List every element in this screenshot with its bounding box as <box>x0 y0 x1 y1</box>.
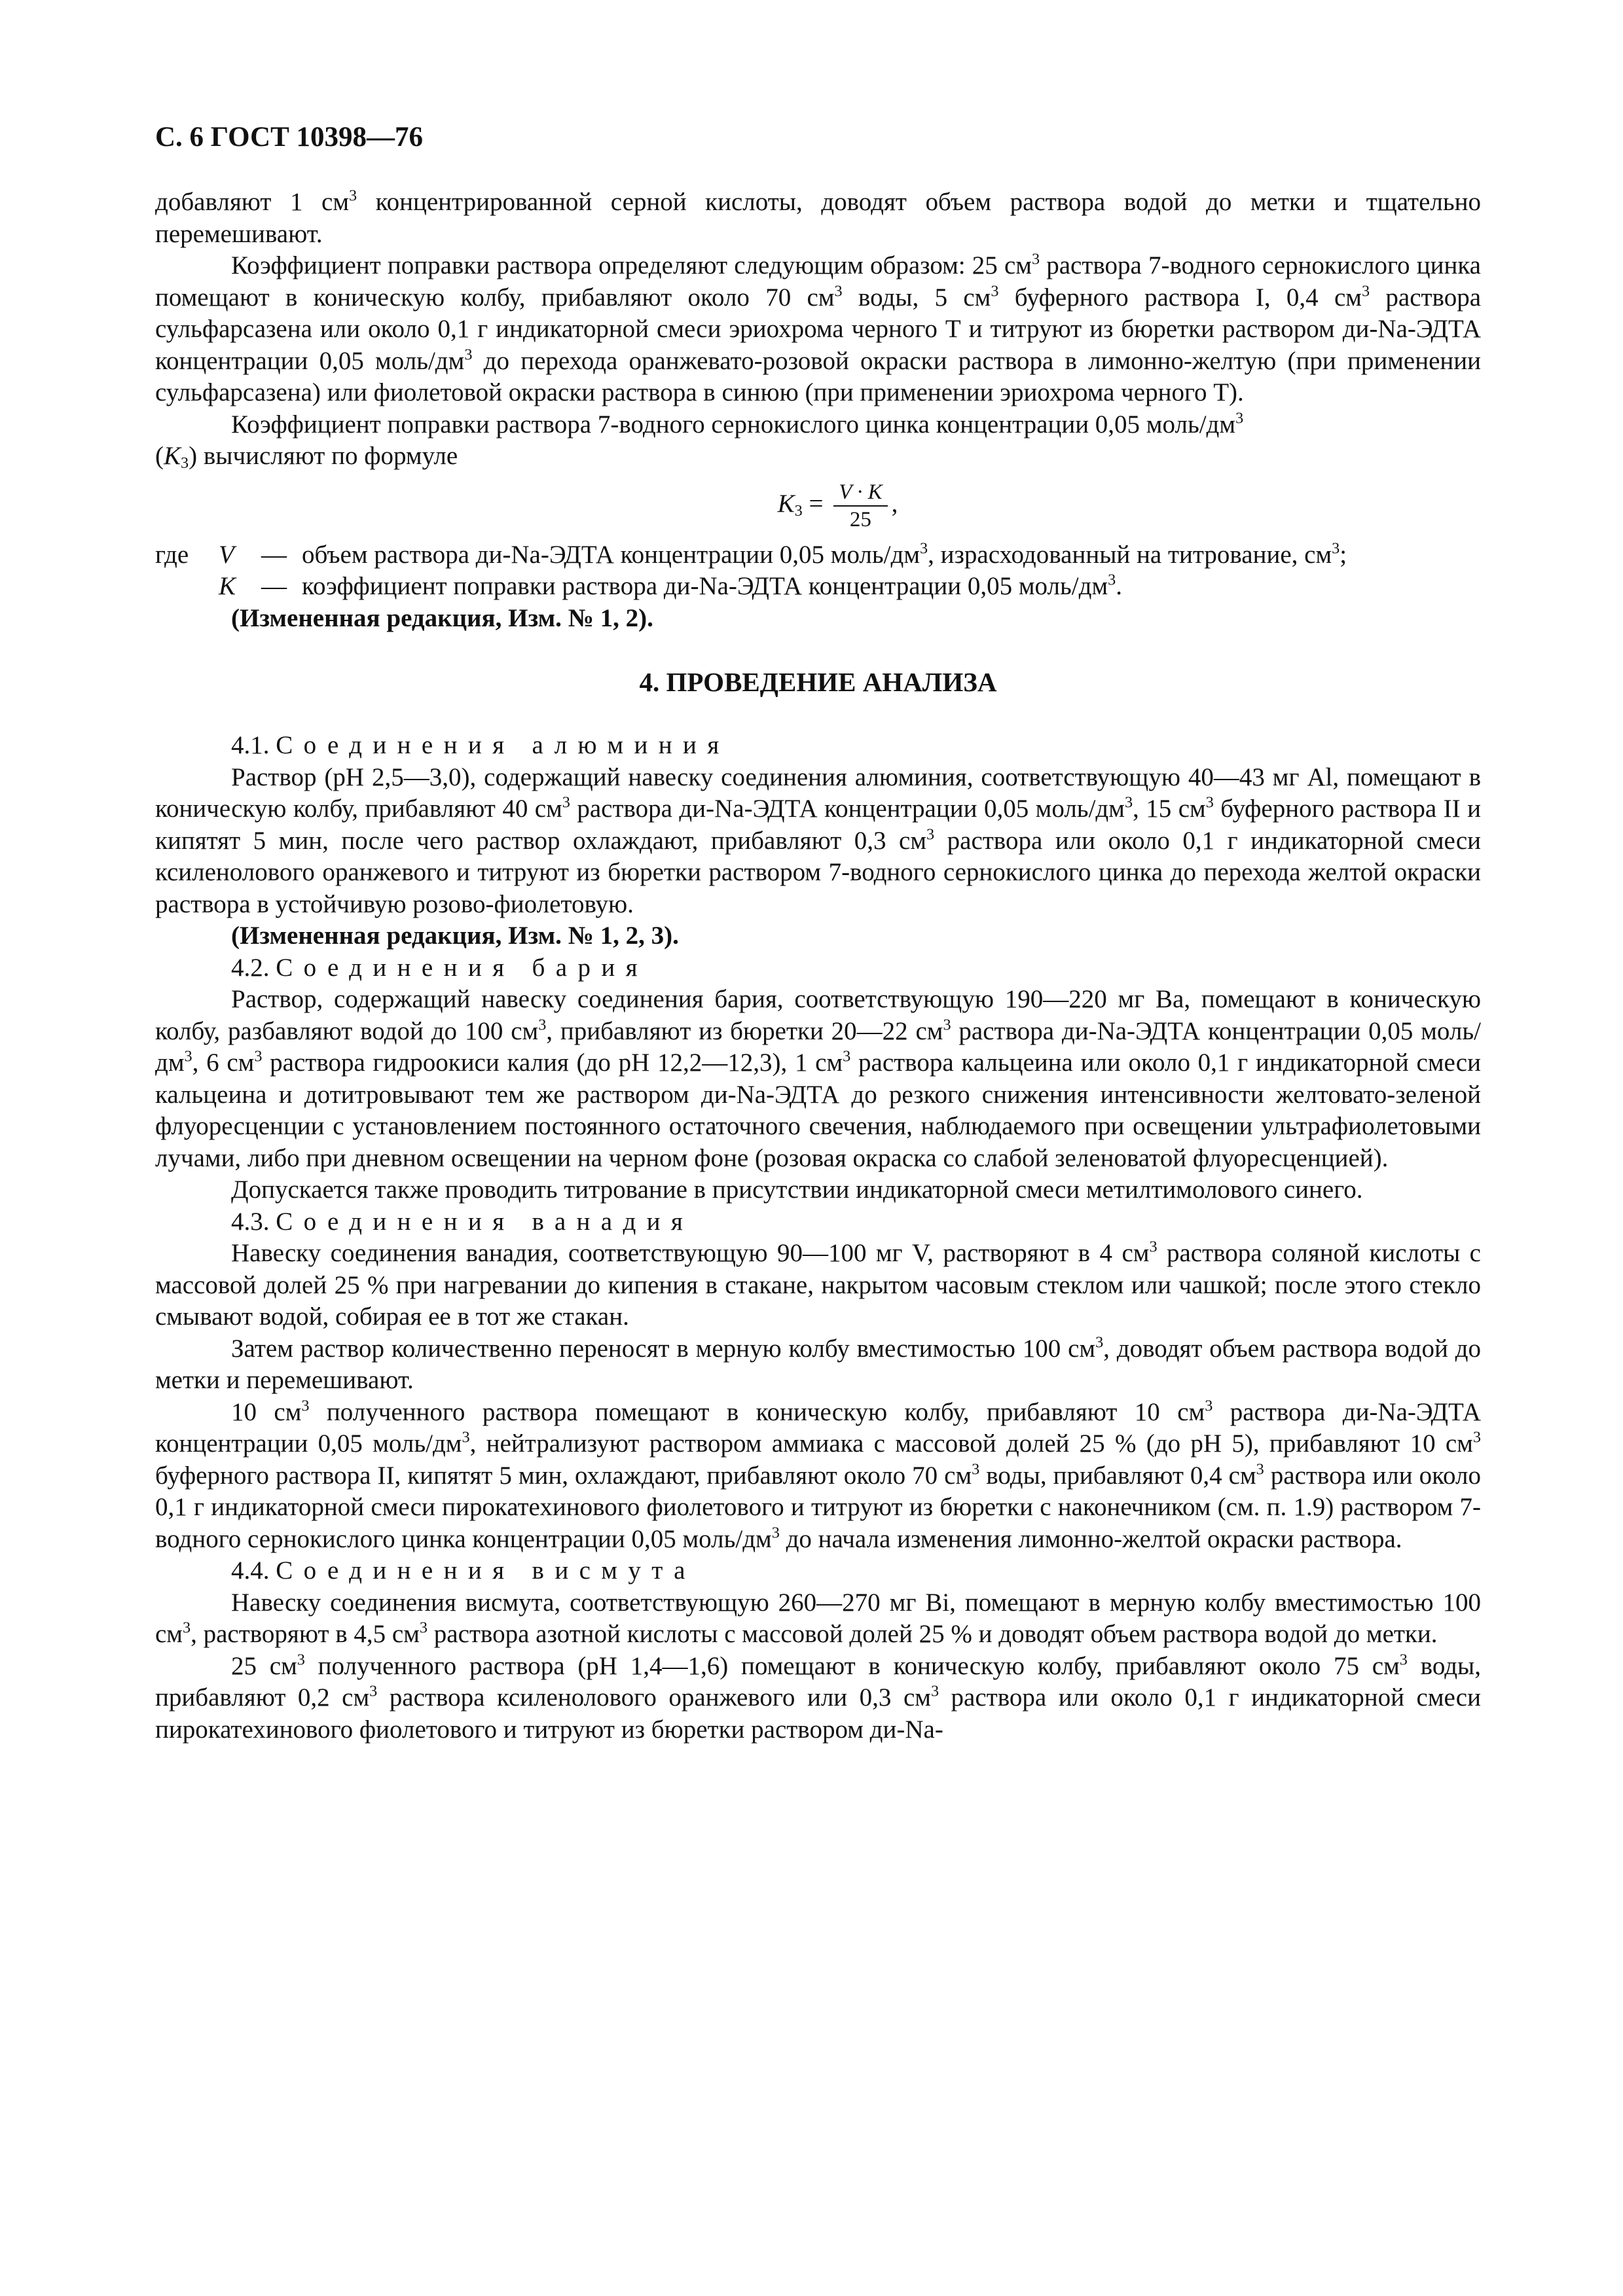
k3-subscript: 3 <box>181 454 189 473</box>
paragraph-3-cont: $(K_3)$ вычисляют по формуле <box>155 442 458 473</box>
formula-lhs-sub: 3 <box>794 501 803 520</box>
clause-4-3-text-2: Затем раствор количественно переносят в мерную колбу вместимостью 100 $см^3$, доводят объем раствора водой до метки и перемешивают. <box>155 1333 1481 1394</box>
formula-k3 <box>155 479 1481 533</box>
paragraph-3-text: Коэффициент поправки раствора 7-водного сернокислого цинка концентрации 0,05 моль/$дм^3$ <box>231 409 1244 439</box>
where-v <box>155 539 1481 571</box>
clause-4-4-heading <box>155 1555 1481 1587</box>
formula-lhs: K <box>777 489 795 518</box>
clause-4-1-text: Раствор (рН 2,5—3,0), содержащий навеску соединения алюминия, соответствующую 40—43 мг Al, помещают в коническую колбу, прибавляют 40 $см^3$ раствора ди-Na-ЭДТА концентрации 0,05 моль/$дм^3$, 15 $см^3$ буферного раствора II и кипятят 5 мин, после чего раствор охлаждают, прибавляют 0,3 $см^3$ раствора или около 0,1 г индикаторной смеси ксиленолового оранжевого и титруют из бюретки раствором 7-водного сернокислого цинка до перехода желтой окраски раствора в устойчивую розово-фиолетовую. <box>155 762 1482 918</box>
edit-note-2: (Измененная редакция, Изм. № 1, 2, 3). <box>231 922 679 950</box>
paragraph-1: добавляют 1 $см^3$ концентрированной серной кислоты, доводят объем раствора водой до метки и тщательно перемешивают. <box>155 187 1482 248</box>
paragraph-3 <box>155 409 1481 441</box>
section-title: 4. ПРОВЕДЕНИЕ АНАЛИЗА <box>639 667 997 697</box>
formula-fraction <box>833 479 887 533</box>
clause-number: 4.4. <box>231 1556 270 1585</box>
where-dash: — <box>261 572 287 600</box>
clause-title: Соединения висмута <box>276 1556 696 1585</box>
where-v-text: объем раствора ди-Na-ЭДТА концентрации 0,05 моль/$дм^3$, израсходованный на титрование, $см^3$; <box>302 539 1347 569</box>
clause-4-2-heading <box>155 952 1481 984</box>
k3-symbol: K <box>164 442 181 470</box>
formula-tail: , <box>891 489 898 518</box>
formula-denominator: 25 <box>849 507 871 531</box>
clause-number: 4.1. <box>231 731 270 759</box>
page-header: С. 6 ГОСТ 10398—76 <box>155 122 424 152</box>
where-k-text: коэффициент поправки раствора ди-Na-ЭДТА концентрации 0,05 моль/$дм^3$. <box>302 571 1122 600</box>
formula-numerator: V · K <box>833 479 887 507</box>
where-v-symbol: V <box>219 540 234 569</box>
where-k <box>155 571 1481 603</box>
clause-title: Соединения бария <box>276 953 648 982</box>
clause-title: Соединения ванадия <box>276 1207 694 1236</box>
clause-4-4-text: Навеску соединения висмута, соответствующую 260—270 мг Bi, помещают в мерную колбу вместимостью 100 $см^3$, растворяют в 4,5 $см^3$ раствора азотной кислоты с массовой долей 25 % и доводят объем раствора водой до метки. <box>155 1588 1481 1648</box>
clause-number: 4.3. <box>231 1207 270 1236</box>
where-label: где <box>155 540 189 569</box>
clause-4-2-text-2: Допускается также проводить титрование в присутствии индикаторной смеси метилтимолового синего. <box>231 1175 1363 1204</box>
clause-4-3-heading <box>155 1206 1481 1238</box>
where-k-symbol: K <box>219 572 236 600</box>
document-page <box>155 118 1481 1746</box>
clause-4-3-text-3: 10 $см^3$ полученного раствора помещают в коническую колбу, прибавляют 10 $см^3$ раствора ди-Na-ЭДТА концентрации 0,05 моль/$дм^3$, нейтрализуют раствором аммиака с массовой долей 25 % (до рН 5), прибавляют 10 $см^3$ буферного раствора II, кипятят 5 мин, охлаждают, прибавляют около 70 $см^3$ воды, прибавляют 0,4 $см^3$ раствора или около 0,1 г индикаторной смеси пирокатехинового фиолетового и титруют из бюретки с наконечником (см. п. 1.9) раствором 7-водного сернокислого цинка концентрации 0,05 моль/$дм^3$ до начала изменения лимонно-желтой окраски раствора. <box>155 1397 1482 1553</box>
clause-4-4-text-2: 25 $см^3$ полученного раствора (рН 1,4—1,6) помещают в коническую колбу, прибавляют около 75 $см^3$ воды, прибавляют 0,2 $см^3$ раствора ксиленолового оранжевого или 0,3 $см^3$ раствора или около 0,1 г индикаторной смеси пирокатехинового фиолетового и титруют из бюретки раствором ди-Na- <box>155 1651 1481 1744</box>
clause-4-1-heading <box>155 730 1481 762</box>
paragraph-3b-text: вычисляют по формуле <box>203 442 458 470</box>
paragraph-2: Коэффициент поправки раствора определяют следующим образом: 25 $см^3$ раствора 7-водного сернокислого цинка помещают в коническую колбу, прибавляют около 70 $см^3$ воды, 5 $см^3$ буферного раствора I, 0,4 $см^3$ раствора сульфарсазена или около 0,1 г индикаторной смеси эриохрома черного Т и титруют из бюретки раствором ди-Na-ЭДТА концентрации 0,05 моль/$дм^3$ до перехода оранжевато-розовой окраски раствора в лимонно-желтую (при применении сульфарсазена) или фиолетовой окраски раствора в синюю (при применении эриохрома черного Т). <box>155 250 1482 406</box>
clause-title: Соединения алюминия <box>276 731 730 759</box>
clause-4-2-text: Раствор, содержащий навеску соединения бария, соответствующую 190—220 мг Ва, помещают в коническую колбу, разбавляют водой до 100 $см^3$, прибавляют из бюретки 20—22 $см^3$ раствора ди-Na-ЭДТА концентрации 0,05 моль/$дм^3$, 6 $см^3$ раствора гидроокиси калия (до рН 12,2—12,3), 1 $см^3$ раствора кальцеина или около 0,1 г индикаторной смеси кальцеина и дотитровывают тем же раствором ди-Na-ЭДТА до резкого снижения интенсивности желтовато-зеленой флуоресценции с установлением постоянного остаточного свечения, наблюдаемого при освещении ультрафиолетовыми лучами, либо при дневном освещении на черном фоне (розовая окраска со слабой зеленоватой флуоресценцией). <box>155 985 1481 1172</box>
clause-number: 4.2. <box>231 953 270 982</box>
edit-note-1: (Измененная редакция, Изм. № 1, 2). <box>231 603 653 632</box>
clause-4-3-text: Навеску соединения ванадия, соответствующую 90—100 мг V, растворяют в 4 $см^3$ раствора соляной кислоты с массовой долей 25 % при нагревании до кипения в стакане, накрытом часовым стеклом или чашкой; после этого стекло смывают водой, собирая ее в тот же стакан. <box>155 1238 1481 1331</box>
formula-equals: = <box>809 489 824 518</box>
where-dash: — <box>261 540 287 569</box>
